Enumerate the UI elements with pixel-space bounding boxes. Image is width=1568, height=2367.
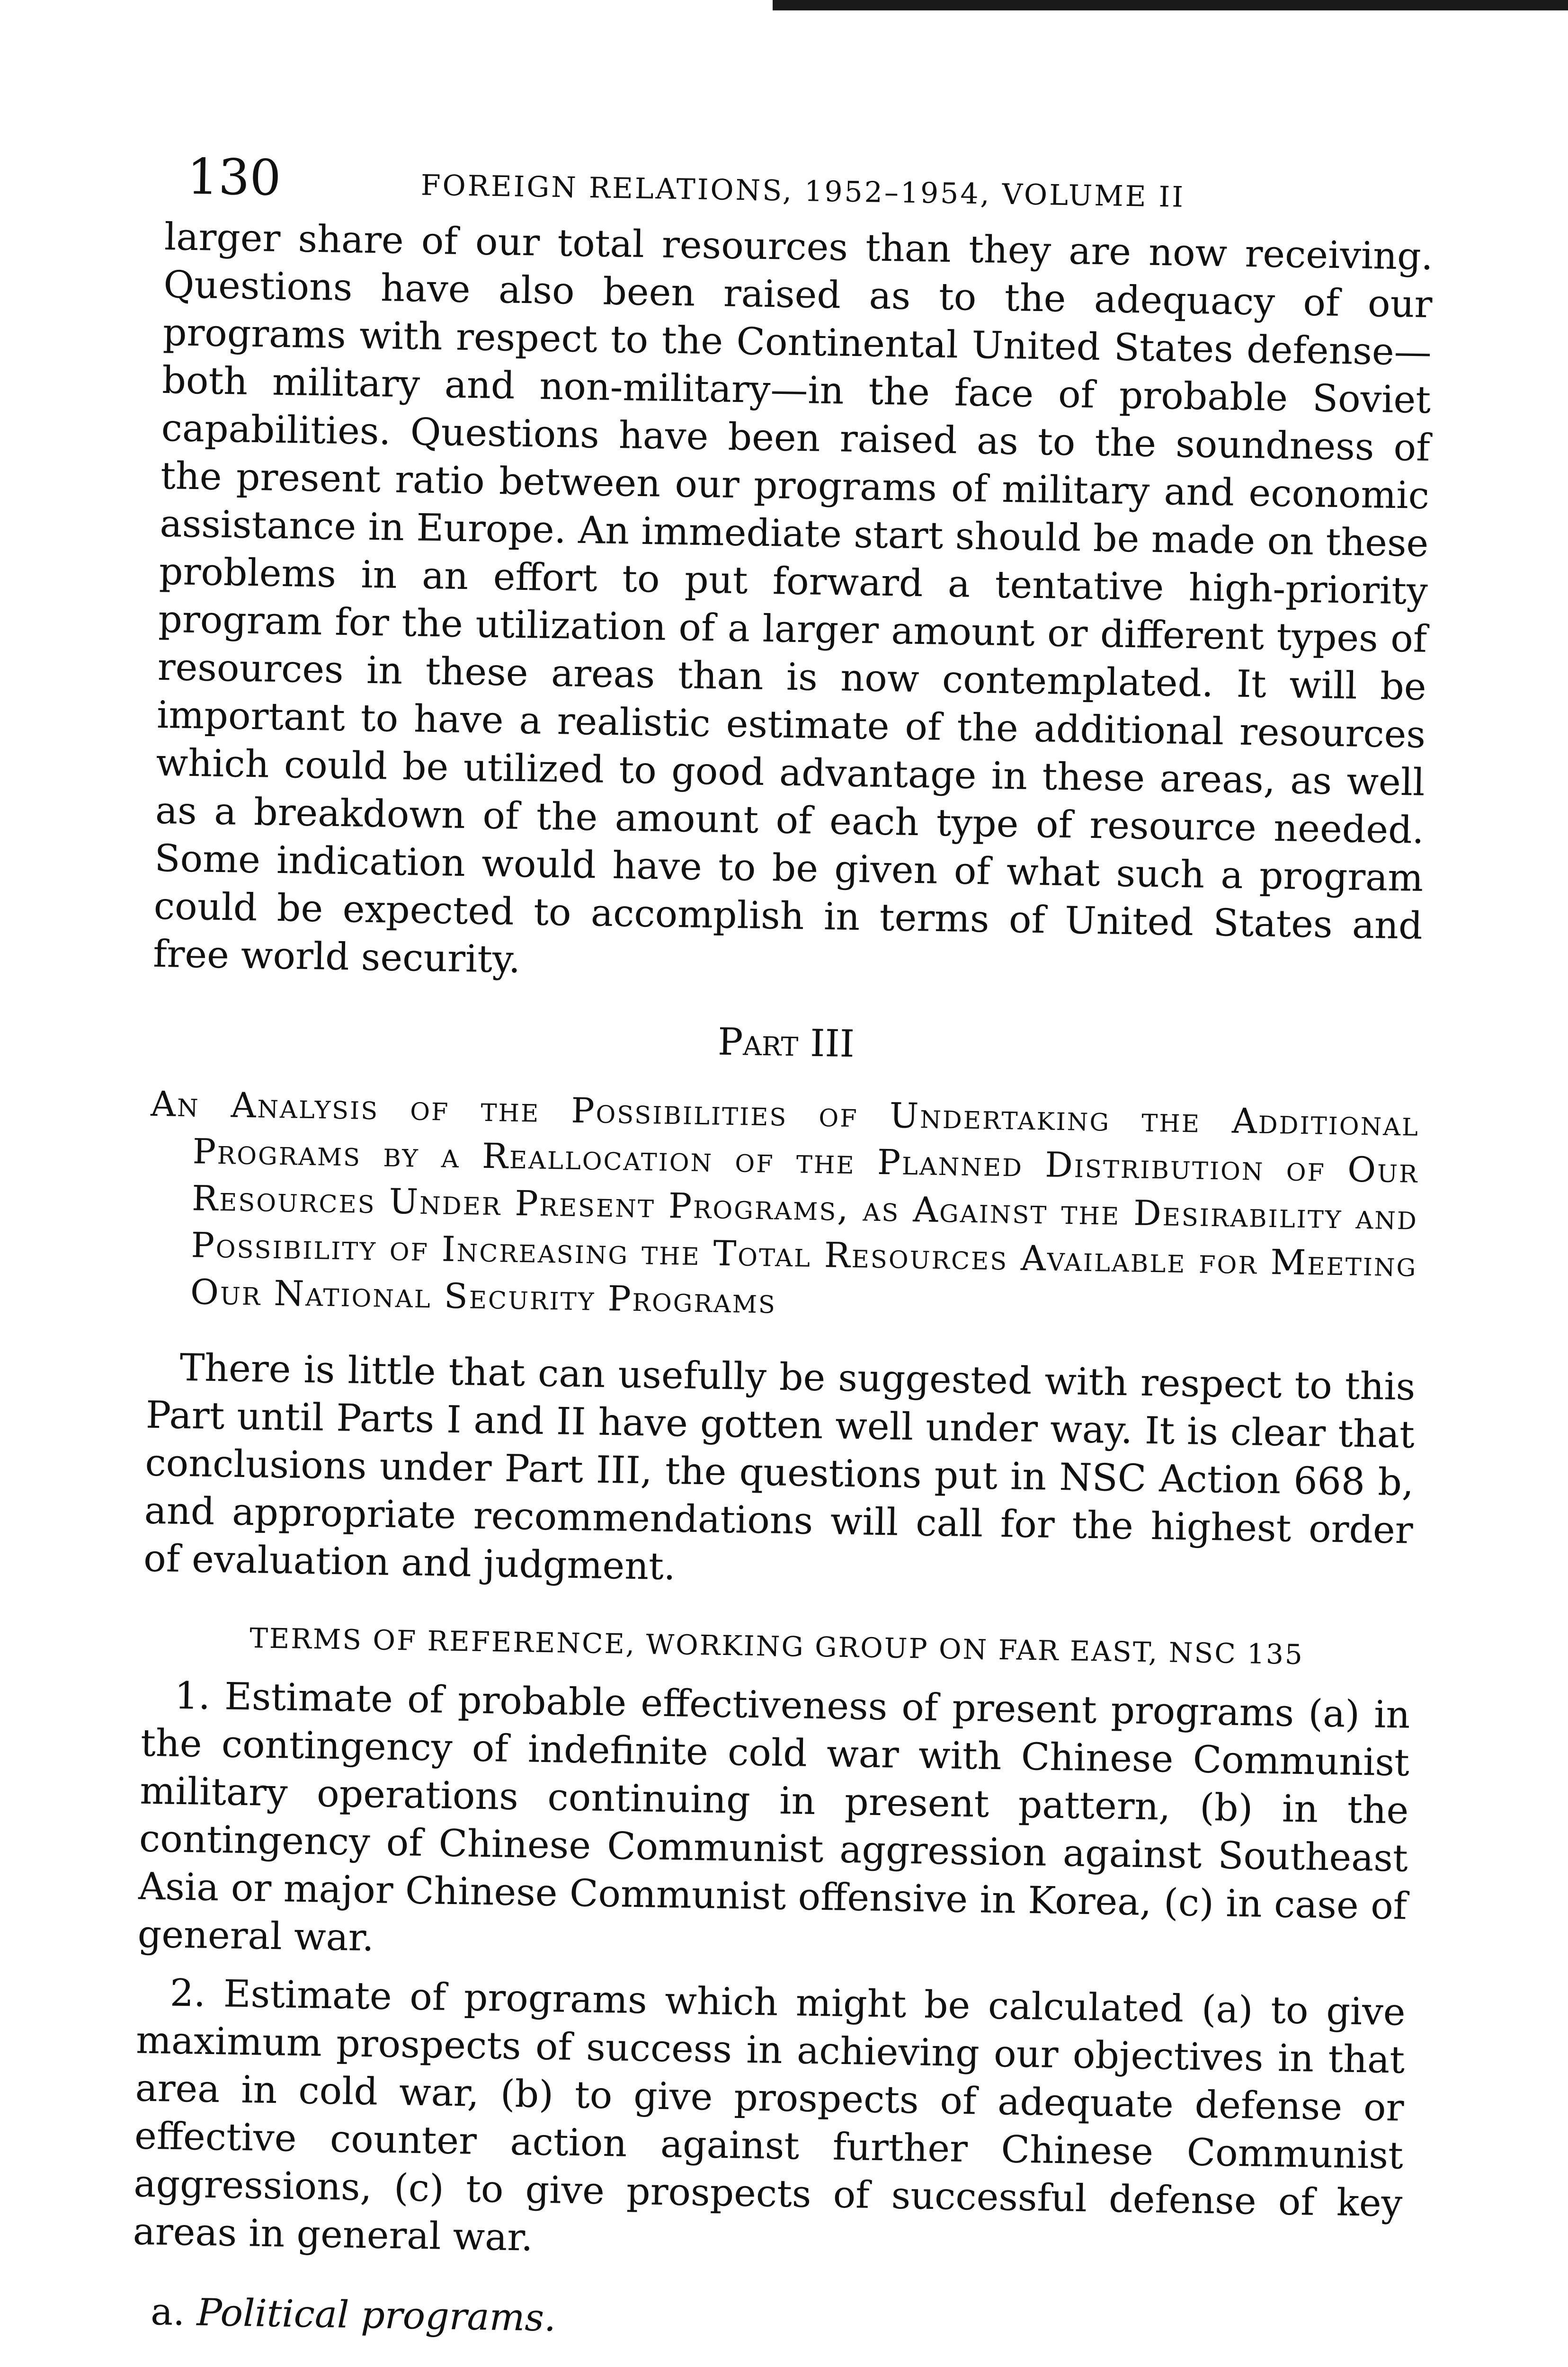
terms-of-reference-heading: TERMS OF REFERENCE, WORKING GROUP ON FAR EAST, NSC 135	[249, 1622, 1304, 1671]
sub-item-a	[132, 2289, 1401, 2353]
part-heading: Part III	[717, 1020, 855, 1066]
page-number: 130	[187, 147, 282, 207]
list-item: 2. Estimate of programs which might be calculated (a) to give maximum prospects of success in achieving our objectives in that area in cold war, (b) to give prospects of adequate defense or effective counter action against further Chinese Communist aggressions, (c) to give prospects of successful defense of key areas in general war.	[133, 1971, 1406, 2260]
sub-item-label: a.	[150, 2290, 186, 2334]
part-three-paragraph: There is little that can usefully be suggested with respect to this Part until Parts I and II have gotten well under way. It is clear that conclusions under Part III, the questions put in NSC Action 668 b, and appropriate recommendations will call for the highest order of evaluation and judgment.	[143, 1345, 1416, 1589]
running-head: FOREIGN RELATIONS, 1952–1954, VOLUME II	[420, 169, 1185, 214]
continuation-paragraph: larger share of our total resources than they are now receiving. Questions have also been raised as to the adequacy of our programs with respect to the Continental United States defense—both military and non-military—in the face of probable Soviet capabilities. Questions have been raised as to the soundness of the present ratio between our programs of military and economic assistance in Europe. An immediate start should be made on these problems in an effort to put forward a tentative high-priority program for the utilization of a larger amount or different types of resources in these areas than is now contemplated. It will be important to have a realistic estimate of the additional resources which could be utilized to good advantage in these areas, as well as a breakdown of the amount of each type of resource needed. Some indication would have to be given of what such a program could be expected to accomplish in terms of United States and free world security.	[152, 214, 1434, 981]
scan-edge	[773, 0, 1568, 10]
list-item: 1. Estimate of probable effectiveness of present programs (a) in the contingency of indefinite cold war with Chinese Communist military operations continuing in present pattern, (b) in the contingency of Chinese Communist aggression against Southeast Asia or major Chinese Communist offensive in Korea, (c) in case of general war.	[137, 1673, 1411, 1960]
document-page	[131, 147, 1434, 2367]
sub-item-text: Political programs.	[196, 2290, 556, 2340]
part-title: An Analysis of the Possibilities of Undertaking the Additional Programs by a Reallocation of the Planned Distribution of Our Resources Under Present Programs, as Against the Desirability and Possibility of Increasing the Total Resources Available for Meeting Our National Security Programs	[150, 1084, 1420, 1322]
